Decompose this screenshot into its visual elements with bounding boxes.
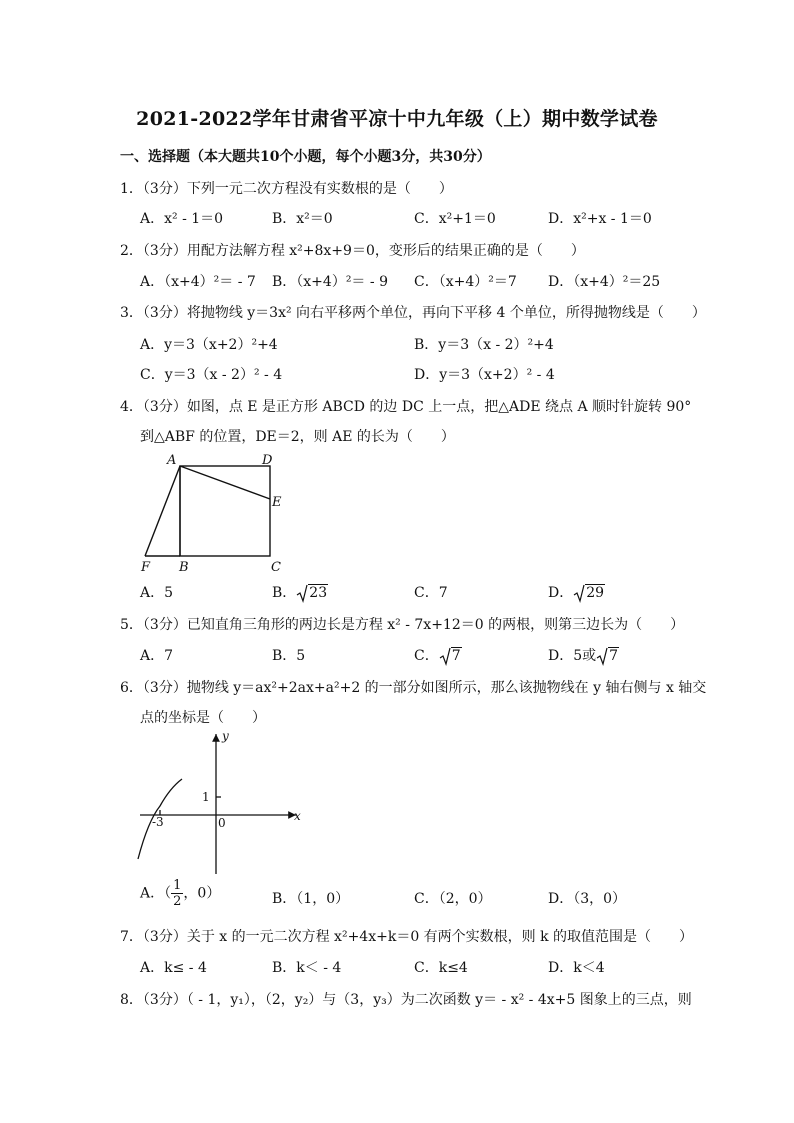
option-d: D． 29	[548, 585, 605, 601]
question-stem: 5．（3分）已知直角三角形的两边长是方程 x² - 7x+12＝0 的两根，则第三边长为（ ）	[120, 617, 685, 633]
option-b: B．k＜ - 4	[272, 960, 342, 976]
question-stem-continued: 点的坐标是（ ）	[140, 710, 266, 726]
option-b: B．（1，0）	[272, 891, 350, 907]
option-d: D．y＝3（x+2）² - 4	[414, 367, 555, 383]
x-axis-label: x	[294, 809, 301, 823]
label-f: F	[141, 560, 151, 575]
label-1: 1	[202, 790, 210, 804]
sqrt-symbol	[573, 583, 585, 603]
option-c: C．x²+1＝0	[414, 211, 496, 227]
radicand: 23	[309, 585, 328, 601]
option-d: D．（3，0）	[548, 891, 627, 907]
option-b: B．（x+4）²＝ - 9	[272, 274, 388, 290]
option-d: D．x²+x - 1＝0	[548, 211, 652, 227]
question-stem-continued: 到△ABF 的位置，DE＝2，则 AE 的长为（ ）	[140, 429, 455, 445]
fraction	[171, 878, 183, 909]
radicand: 7	[609, 648, 619, 664]
option-c: C． 7	[414, 648, 461, 664]
y-axis-label: y	[222, 729, 229, 743]
sqrt-symbol	[439, 646, 451, 666]
fraction-numerator: 1	[173, 878, 182, 893]
option-a: A．（x+4）²＝ - 7	[140, 274, 256, 290]
option-b: B．x²＝0	[272, 211, 333, 227]
square-figure	[130, 448, 300, 582]
option-b: B．5	[272, 648, 306, 664]
option-a: A．y＝3（x+2）²+4	[140, 337, 278, 353]
radicand: 29	[586, 585, 605, 601]
section-title: 一、选择题（本大题共10个小题，每个小题3分，共30分）	[120, 149, 491, 165]
option-c: C．y＝3（x - 2）² - 4	[140, 367, 283, 383]
label-b: B	[179, 560, 189, 575]
option-c: C．（2，0）	[414, 891, 492, 907]
label-e: E	[272, 495, 282, 510]
sqrt-symbol	[596, 646, 608, 666]
parabola-figure	[130, 726, 310, 885]
question-stem: 7．（3分）关于 x 的一元二次方程 x²+4x+k＝0 有两个实数根，则 k 的取值范围是（ ）	[120, 929, 694, 945]
label-c: C	[271, 560, 281, 575]
fraction-denominator: 2	[173, 894, 182, 909]
option-d: D．（x+4）²＝25	[548, 274, 661, 290]
option-d: D．k＜4	[548, 960, 605, 976]
option-a: A．7	[140, 648, 174, 664]
label-d: D	[262, 453, 273, 468]
option-d: D．5或 7	[548, 648, 619, 664]
label-minus-3: -3	[152, 815, 164, 829]
label-a: A	[167, 453, 177, 468]
question-stem: 8．（3分）（ - 1，y₁），（2，y₂）与（3，y₃）为二次函数 y＝ - x² - 4x+5 图象上的三点，则	[120, 992, 692, 1008]
question-stem: 4．（3分）如图，点 E 是正方形 ABCD 的边 DC 上一点，把△ADE 绕点 A 顺时针旋转 90°	[120, 399, 692, 415]
option-c: C．k≤4	[414, 960, 468, 976]
option-b: B． 23	[272, 585, 328, 601]
page-title: 2021-2022学年甘肃省平凉十中九年级（上）期中数学试卷	[136, 108, 658, 130]
question-stem: 2．（3分）用配方法解方程 x²+8x+9＝0，变形后的结果正确的是（ ）	[120, 243, 585, 259]
option-a: A．5	[140, 585, 174, 601]
option-a: A．（ $\frac{1}{2}$ ，0）	[140, 878, 221, 909]
question-stem: 1．（3分）下列一元二次方程没有实数根的是（ ）	[120, 181, 453, 197]
radicand: 7	[451, 648, 461, 664]
question-stem: 3．（3分）将抛物线 y＝3x² 向右平移两个单位，再向下平移 4 个单位，所得抛物线是（ ）	[120, 305, 706, 321]
option-b: B．y＝3（x - 2）²+4	[414, 337, 554, 353]
label-origin: 0	[218, 816, 226, 830]
option-c: C．（x+4）²＝7	[414, 274, 517, 290]
option-a: A．x² - 1＝0	[140, 211, 224, 227]
option-a: A．k≤ - 4	[140, 960, 207, 976]
option-c: C．7	[414, 585, 448, 601]
sqrt-symbol	[296, 583, 308, 603]
question-stem: 6．（3分）抛物线 y＝ax²+2ax+a²+2 的一部分如图所示，那么该抛物线在 y 轴右侧与 x 轴交	[120, 680, 707, 696]
